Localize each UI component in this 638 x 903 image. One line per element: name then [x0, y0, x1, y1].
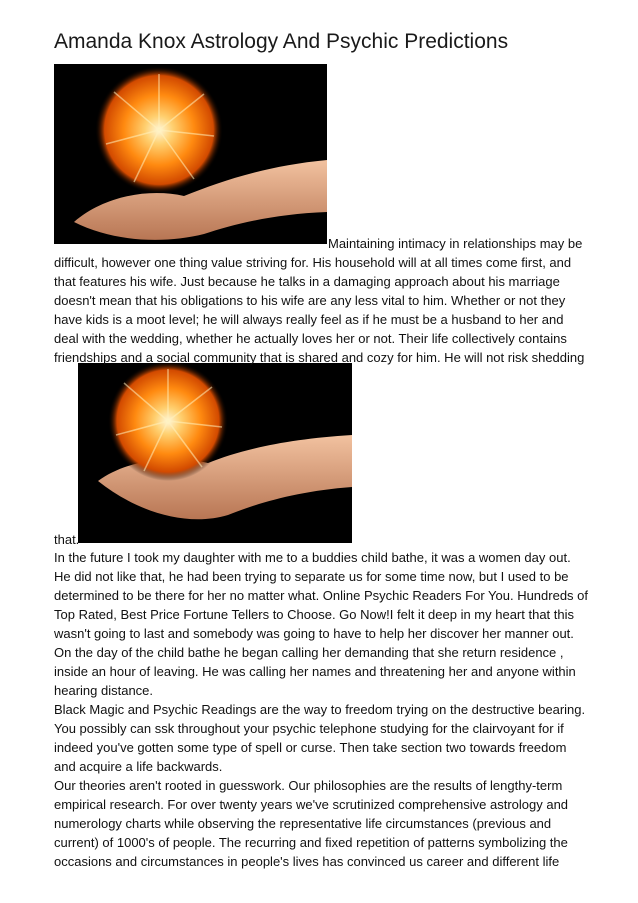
psychic-orb-hand-image	[78, 363, 352, 543]
body-text-line: friendships and a social community that is shared and cozy for him. He will not risk shedding	[54, 350, 585, 365]
body-text-line: wasn't going to last and somebody was going to have to help her discover her manner out.	[54, 626, 574, 641]
body-text-line: hearing distance.	[54, 683, 154, 698]
body-text-line: In the future I took my daughter with me to a buddies child bathe, it was a women day out.	[54, 550, 571, 565]
body-text-line: and acquire a life backwards.	[54, 759, 223, 774]
body-text-line: that.	[54, 532, 80, 547]
body-text-line: deal with the wedding, whether he actually loves her or not. Their life collectively contains	[54, 331, 567, 346]
body-text-line: Our theories aren't rooted in guesswork. Our philosophies are the results of lengthy-term	[54, 778, 563, 793]
body-text-line: that features his wife. Just because he talks in a damaging approach about his marriage	[54, 274, 560, 289]
psychic-orb-hand-image	[54, 64, 327, 244]
body-text-line: have kids is a moot level; he will always really feel as if he must be a husband to her and	[54, 312, 564, 327]
body-text-line: doesn't mean that his obligations to his wife are any less vital to him. Whether or not they	[54, 293, 566, 308]
page-title: Amanda Knox Astrology And Psychic Predictions	[54, 30, 509, 53]
body-text-line: Top Rated, Best Price Fortune Tellers to Choose. Go Now!I felt it deep in my heart that this	[54, 607, 575, 622]
body-text-line: empirical research. For over twenty years we've scrutinized comprehensive astrology and	[54, 797, 569, 812]
body-text-line: You possibly can ssk throughout your psychic telephone studying for the clairvoyant for if	[54, 721, 564, 736]
body-text-line: On the day of the child bathe he began calling her demanding that she return residence ,	[54, 645, 564, 660]
body-text-line: difficult, however one thing value striving for. His household will at all times come first, and	[54, 255, 572, 270]
body-text-line: occasions and circumstances in people's lives has convinced us career and different life	[54, 854, 560, 869]
body-text-line: current) of 1000's of people. The recurring and fixed repetition of patterns symbolizing the	[54, 835, 568, 850]
body-text-line: Maintaining intimacy in relationships may be	[328, 236, 583, 251]
body-text-line: He did not like that, he had been trying to separate us for some time now, but I used to be	[54, 569, 569, 584]
body-text-line: inside an hour of leaving. He was calling her names and threatening her and anyone within	[54, 664, 576, 679]
body-text-line: determined to be there for her no matter what. Online Psychic Readers For You. Hundreds of	[54, 588, 589, 603]
body-text-line: Black Magic and Psychic Readings are the way to freedom trying on the destructive bearing.	[54, 702, 586, 717]
body-text-line: indeed you've gotten some type of spell or curse. Then take section two towards freedom	[54, 740, 567, 755]
body-text-line: numerology charts while observing the representative life circumstances (previous and	[54, 816, 552, 831]
